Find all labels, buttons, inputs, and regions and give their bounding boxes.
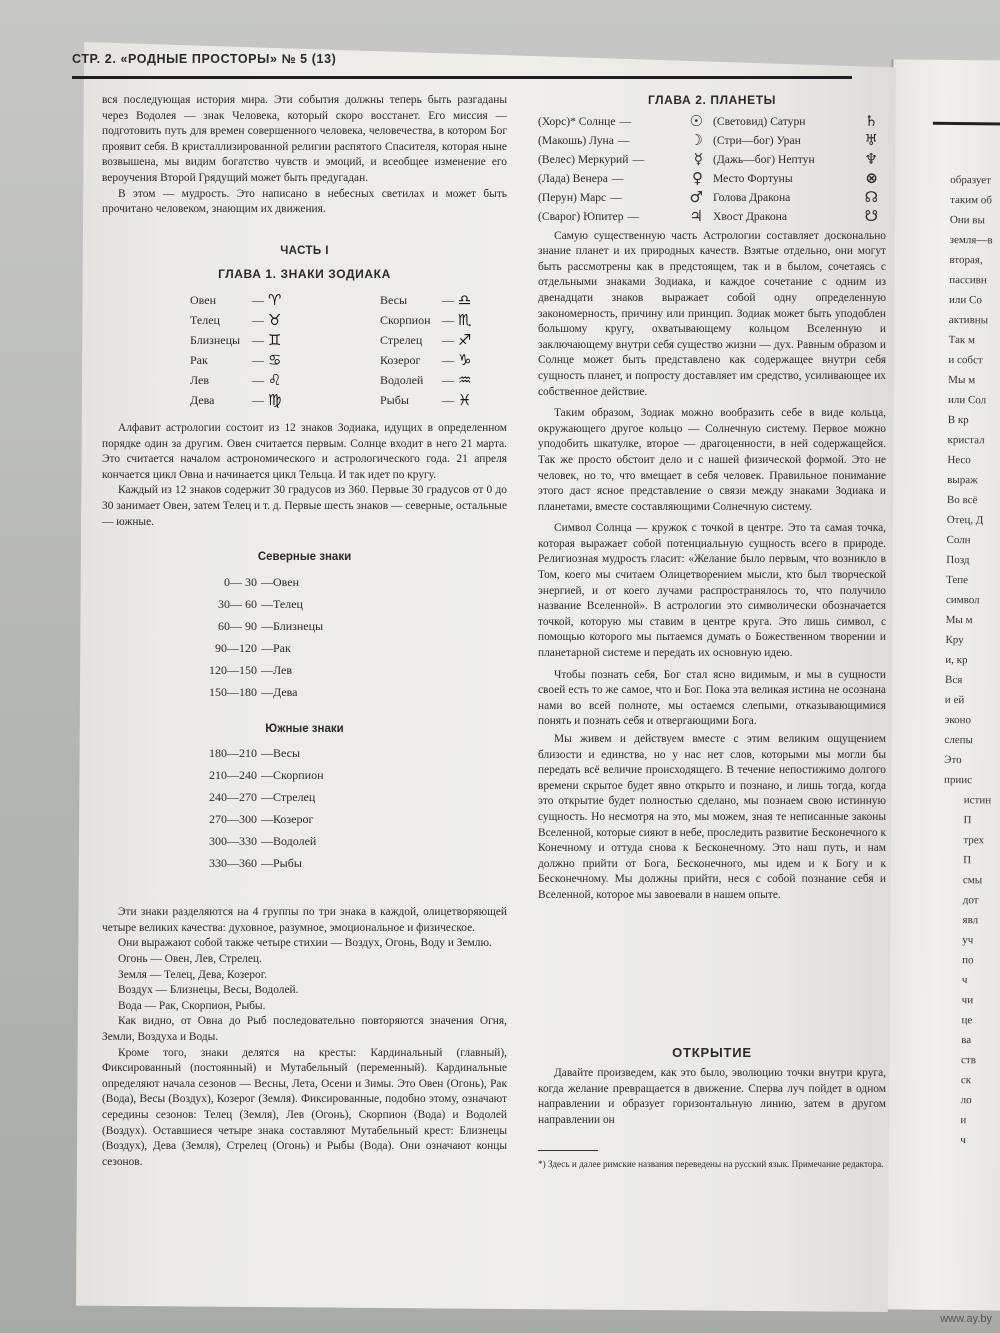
- planets-list: [538, 113, 886, 227]
- zodiac-sign-name: Козерог: [380, 353, 421, 368]
- planet-name: (Макошь) Луна: [538, 134, 614, 148]
- adjacent-page-fragment: Мы м: [945, 613, 973, 627]
- planet-symbol-icon: ♂: [689, 188, 703, 207]
- groups-text: [102, 905, 507, 1170]
- body-paragraph: Самую существенную часть Астрологии составляет досконально знание планет и их природных качеств. Взятые отдельно, они могут быть рассмотрены как в предстоящем, так и в былом, сочетаясь с отдельными знаками Зодиака, и каждое сочетание с одним из двенадцати знаков выражает собой одну определенную закономерность, причину или принцип. Зодиак может быть уподоблен большому кругу, охватывающему кольцом Вселенную и заключающему внутри себя существо жизни — дух. Равным образом и Солнце может быть представлено как содержащее внутри себя сущность планет, и попросту доставляет им средство, усиливающее их собственное действие.: [538, 229, 886, 398]
- adjacent-page-fragment: и: [960, 1114, 967, 1127]
- zodiac-sign-row: [190, 371, 380, 391]
- zodiac-sign-row: [380, 371, 530, 391]
- zodiac-symbol-icon: ♊: [268, 331, 282, 350]
- degree-row: [102, 616, 507, 638]
- zodiac-sign-name: Рак: [190, 353, 208, 368]
- degree-range: 300—330: [209, 834, 257, 849]
- planet-row: [538, 151, 713, 170]
- degree-sign-name: Овен: [273, 574, 300, 589]
- adjacent-page-fragment: Позд: [946, 553, 970, 567]
- adjacent-page-fragment: Так м: [948, 333, 976, 347]
- dash: —: [261, 790, 273, 805]
- intro-paragraph: вся последующая история мира. Эти события должны теперь быть разгаданы через Водолея — знак Человека, который скоро восстанет. Его миссия — подготовить путь для времен совершенного человека, человечества, в котором Бог проявит себя. В кристаллизированной религии распятого Спасителя, которая ныне возвышена, мы видим богатство чувств и эмоций, и всеобщее изменение его вероучения Второй Грядущий может быть предугадан.: [102, 94, 507, 184]
- adjacent-page-fragment: ч: [961, 974, 968, 987]
- dash: —: [261, 596, 273, 611]
- adjacent-page-fragment: це: [961, 1014, 973, 1027]
- zodiac-symbol-icon: ♈: [268, 291, 282, 310]
- planet-symbol-icon: ♃: [689, 207, 703, 226]
- groups-paragraph: Воздух — Близнецы, Весы, Водолей.: [118, 984, 299, 997]
- zodiac-sign-row: [380, 311, 530, 331]
- adjacent-page-fragment: таким об: [950, 193, 993, 207]
- zodiac-sign-name: Рыбы: [380, 393, 409, 408]
- zodiac-sign-row: [380, 351, 530, 371]
- adjacent-page-fragment: смы: [962, 874, 983, 887]
- zodiac-symbol-icon: ♍: [268, 391, 282, 410]
- planet-row: [538, 189, 713, 208]
- degree-row: [102, 682, 507, 704]
- alphabet-paragraph: Алфавит астрологии состоит из 12 знаков Зодиака, идущих в определенном порядке один за другим. Овен считается первым. Солнце входит в него 21 марта. Это считается началом астрономического и астрологического года. 21 апреля кончается цикл Овна и начинается цикл Тельца. И так идет по кругу.: [102, 421, 507, 481]
- planet-symbol-icon: ♆: [864, 150, 878, 169]
- planet-row: [713, 113, 888, 132]
- zodiac-symbol-icon: ♑: [458, 351, 472, 370]
- planet-symbol-icon: ☊: [864, 188, 878, 207]
- dash: —: [252, 353, 264, 368]
- zodiac-symbol-icon: ♓: [458, 391, 472, 410]
- zodiac-sign-name: Лев: [190, 373, 210, 388]
- adjacent-page-fragment: активны: [948, 313, 989, 327]
- adjacent-page-fragment: Кру: [945, 633, 964, 647]
- adjacent-page-fragment: Тепе: [946, 573, 969, 587]
- opening-paragraph: Давайте произведем, как это было, эволюцию точки внутри круга, когда желание превращается в движение. Сперва луч пойдет в одном направлении и образует горизонтальную линию, затем в другом направлении он: [538, 1067, 886, 1126]
- degree-sign-name: Лев: [273, 662, 293, 677]
- planet-row: [538, 113, 713, 132]
- degree-sign-name: Рак: [273, 640, 291, 655]
- adjacent-page-fragment: образует: [950, 173, 991, 187]
- dash: —: [261, 618, 273, 633]
- zodiac-sign-row: [190, 291, 380, 311]
- body-paragraph: Таким образом, Зодиак можно вообразить себе в виде кольца, окружающего другое кольцо — Солнечную систему. Первое можно уподобить шкатулке, второе — драгоценности, в ней содержащейся. Так же просто обстоит дело и с нашей физической формой. Это не человек, но то, что вмещает в себя человек. Правильное понимание этого даст ясное представление о связи между знаками Зодиака и планетами, вместе составляющими Солнечную систему.: [538, 407, 886, 513]
- zodiac-sign-name: Стрелец: [380, 333, 423, 348]
- planet-name: (Световид) Сатурн: [713, 115, 806, 129]
- degree-range: 240—270: [209, 790, 257, 805]
- body-paragraph: Символ Солнца — кружок с точкой в центре. Это та самая точка, которая выражает собой потенциальную сущность всего в природе. Религиозная мудрость гласит: «Желание было первым, что возникло в Том, коего мы считаем Олицетворением мысли, кто был творческой энергией, и от коего лучами распространялось то, что получило название Вселенной». В астрологии это символически обозначается точкой, которую мы ставим в центре круга. Это лишь символ, с помощью которого мы пытаемся думать о Божественном творении и планетарной системе и передать их основную идею.: [538, 522, 886, 660]
- dash: —: [261, 834, 273, 849]
- page-header: [72, 52, 852, 66]
- adjacent-page-fragment: истин: [963, 794, 992, 807]
- body-paragraph: Чтобы познать себя, Бог стал ясно видимым, и мы в сущности своей есть то же самое, что и Бог. Пока эта великая истина не осознана нами во всей полноте, мы остаемся слепыми, отказывающимися понять и познать себя и отвергающими Бога.: [538, 668, 886, 728]
- degree-row: [102, 743, 507, 765]
- groups-paragraph: Земля — Телец, Дева, Козерог.: [118, 968, 267, 981]
- watermark: www.ay.by: [940, 1313, 992, 1325]
- groups-paragraph: Кроме того, знаки делятся на кресты: Кардинальный (главный), Фиксированный (постоянный) и Мутабельный (переменный). Кардинальные определяют начала сезонов — Весны, Лета, Осени и Зимы. Это Овен (Огонь), Рак (Вода), Весы (Воздух), Козерог (Земля). Фиксированные, подобно этому, означают середины сезонов: Телец (Земля), Лев (Огонь), Скорпион (Вода) и Водолей (Воздух). Оставшиеся четыре знака составляют Мутабельный крест: Близнецы (Воздух), Дева (Земля), Стрелец (Огонь) и Рыбы (Вода). Они означают концы сезонов.: [102, 1046, 507, 1168]
- zodiac-signs-list: [190, 291, 507, 411]
- adjacent-page-fragment: земля—в: [949, 233, 993, 247]
- footnote-rule: [538, 1150, 598, 1151]
- planet-name: (Хорс)* Солнце: [538, 115, 616, 129]
- zodiac-symbol-icon: ♐: [458, 331, 472, 350]
- degree-range: 210—240: [209, 768, 257, 783]
- degree-range: 120—150: [209, 662, 257, 677]
- planet-row: [713, 170, 888, 189]
- zodiac-sign-name: Дева: [190, 393, 215, 408]
- north-signs-title: Северные знаки: [257, 551, 352, 564]
- planet-symbol-icon: ☋: [864, 207, 878, 226]
- body-paragraph: Мы живем и действуем вместе с этим великим ощущением близости и единства, но у нас нет слов, которыми мы могли бы передать всё величие происходящего. В течение непостижимо долгого времени скрытое будет явно открыто и познано, и лишь тогда, когда это открытие будет полностью сделано, мы познаем свою истинную сущность. Но несмотря на это, мы можем, зная те неписанные законы Вселенной, которые сияют в небе, проследить развитие Бесконечного к Конечному и оттуда снова к Бесконечному. Это наш путь, и нам должно прийти от Бога, Бесконечного, мы идем и к Богу и к Бесконечному. Мы должны прийти, неся с собой познание себя и Вселенной, которое мы завоевали в нашем опыте.: [538, 733, 886, 901]
- adjacent-page-fragment: приис: [943, 773, 973, 787]
- adjacent-page-fragment: пассивн: [949, 273, 987, 287]
- adjacent-page-fragment: явл: [962, 914, 979, 927]
- planet-symbol-icon: ⊗: [865, 169, 878, 188]
- degree-range: 0— 30: [224, 574, 257, 589]
- degree-row: [102, 809, 507, 831]
- adjacent-page-fragment: ств: [961, 1054, 977, 1067]
- zodiac-sign-name: Телец: [190, 313, 220, 328]
- adjacent-page-fragment: П: [963, 854, 972, 867]
- dash: —: [442, 373, 454, 388]
- planet-name: (Перун) Марс: [538, 191, 607, 205]
- adjacent-page-fragment: трех: [963, 834, 985, 847]
- adjacent-page-fragment: и собст: [948, 353, 983, 367]
- planet-row: [538, 170, 713, 189]
- dash: —: [261, 746, 273, 761]
- right-column: [538, 93, 886, 904]
- adjacent-page-fragment: слепы: [944, 733, 974, 747]
- degree-sign-name: Рыбы: [273, 856, 302, 871]
- zodiac-sign-row: [190, 351, 380, 371]
- adjacent-page-fragment: В кр: [947, 413, 969, 427]
- planet-symbol-icon: ☿: [693, 150, 703, 169]
- dash: —: [252, 393, 264, 408]
- planet-name: (Сварог) Юпитер: [538, 210, 624, 224]
- degree-sign-name: Весы: [273, 746, 301, 761]
- dash: —: [627, 210, 640, 224]
- dash: —: [442, 393, 454, 408]
- adjacent-page-fragment: Во всё: [946, 493, 978, 507]
- adjacent-page-fragment: по: [962, 954, 974, 967]
- groups-paragraph: Огонь — Овен, Лев, Стрелец.: [118, 953, 262, 966]
- header-rule: [72, 76, 852, 79]
- planet-row: [713, 208, 888, 227]
- adjacent-page-fragment: выраж: [947, 473, 978, 487]
- dash: —: [632, 153, 645, 167]
- degree-sign-name: Телец: [273, 596, 303, 611]
- south-signs-title: Южные знаки: [265, 722, 344, 735]
- groups-paragraph: Вода — Рак, Скорпион, Рыбы.: [118, 999, 266, 1012]
- chapter-1-title: ГЛАВА 1. ЗНАКИ ЗОДИАКА: [218, 267, 391, 282]
- dash: —: [252, 313, 264, 328]
- dash: —: [611, 172, 624, 186]
- adjacent-page-fragment: эконо: [944, 713, 972, 727]
- adjacent-page-fragment: ло: [960, 1094, 972, 1107]
- planet-name: (Стри—бог) Уран: [713, 134, 801, 148]
- degree-sign-name: Козерог: [273, 812, 314, 827]
- dash: —: [252, 293, 264, 308]
- planet-row: [713, 151, 888, 170]
- part-title: ЧАСТЬ I: [280, 244, 329, 257]
- degree-range: 30— 60: [218, 596, 257, 611]
- planet-symbol-icon: ☉: [689, 112, 703, 131]
- adjacent-page-fragment: Отец, Д: [946, 513, 984, 527]
- groups-paragraph: Как видно, от Овна до Рыб последовательно повторяются значения Огня, Земли, Воздуха и Воды.: [102, 1015, 507, 1044]
- degree-sign-name: Стрелец: [273, 790, 316, 805]
- dash: —: [619, 115, 632, 129]
- adjacent-page-fragment: Они вы: [949, 213, 985, 227]
- degree-row: [102, 787, 507, 809]
- adjacent-page-fragment: и ей: [944, 693, 965, 707]
- south-signs-list: [102, 743, 507, 875]
- groups-paragraph: Эти знаки разделяются на 4 группы по три знака в каждой, олицетворяющей четыре великих качества: духовное, разумное, эмоциональное и физическое.: [102, 906, 507, 934]
- degree-range: 150—180: [209, 684, 257, 699]
- degree-row: [102, 831, 507, 853]
- adjacent-page-fragment: Это: [944, 753, 962, 767]
- degree-sign-name: Водолей: [273, 834, 317, 849]
- adjacent-page-fragment: ск: [960, 1074, 972, 1087]
- groups-paragraph: Они выражают собой также четыре стихии — Воздух, Огонь, Воду и Землю.: [118, 937, 492, 950]
- planet-row: [713, 132, 888, 151]
- planet-name: (Лада) Венера: [538, 172, 608, 186]
- zodiac-sign-row: [190, 331, 380, 351]
- dash: —: [261, 684, 273, 699]
- planet-row: [538, 132, 713, 151]
- dash: —: [261, 640, 273, 655]
- degree-range: 330—360: [209, 856, 257, 871]
- adjacent-page-fragment: и, кр: [945, 653, 968, 667]
- adjacent-page-fragment: Несо: [947, 453, 971, 467]
- zodiac-symbol-icon: ♉: [268, 311, 282, 330]
- dash: —: [442, 313, 454, 328]
- degree-sign-name: Скорпион: [273, 768, 324, 783]
- degree-range: 90—120: [215, 640, 257, 655]
- zodiac-symbol-icon: ♋: [268, 351, 282, 370]
- planet-symbol-icon: ♅: [864, 131, 878, 150]
- north-signs-list: [102, 572, 507, 704]
- adjacent-page-fragment: Мы м: [948, 373, 976, 387]
- zodiac-sign-row: [380, 391, 530, 411]
- zodiac-sign-name: Весы: [380, 293, 408, 308]
- zodiac-sign-row: [190, 311, 380, 331]
- planet-name: Место Фортуны: [713, 172, 793, 186]
- adjacent-page-text: [894, 59, 1000, 1147]
- adjacent-page-rule: [933, 122, 1000, 126]
- adjacent-page-fragment: дот: [962, 894, 979, 907]
- planets-text: [538, 229, 886, 904]
- chapter-2-title: ГЛАВА 2. ПЛАНЕТЫ: [647, 93, 777, 107]
- degree-row: [102, 853, 507, 875]
- planet-name: (Дажь—бог) Нептун: [713, 153, 815, 167]
- zodiac-symbol-icon: ♏: [458, 311, 472, 330]
- intro-paragraph: В этом — мудрость. Это написано в небесных светилах и может быть прочитано человеком, знающим их движения.: [102, 187, 507, 216]
- dash: —: [261, 574, 273, 589]
- adjacent-page-fragment: чи: [961, 994, 974, 1007]
- degree-row: [102, 765, 507, 787]
- planet-name: Голова Дракона: [713, 191, 791, 205]
- opening-section: [538, 1045, 886, 1128]
- degree-row: [102, 594, 507, 616]
- dash: —: [442, 333, 454, 348]
- degree-row: [102, 638, 507, 660]
- adjacent-page-fragment: ва: [961, 1034, 972, 1047]
- degree-sign-name: Близнецы: [273, 618, 324, 633]
- alphabet-paragraph: Каждый из 12 знаков содержит 30 градусов из 360. Первые 30 градусов от 0 до 30 занимает Овен, затем Телец и т. д. Первые шесть знаков — северные, остальные — южные.: [102, 484, 507, 528]
- planet-row: [713, 189, 888, 208]
- zodiac-symbol-icon: ♎: [458, 291, 472, 310]
- planet-name: (Велес) Меркурий: [538, 153, 629, 167]
- zodiac-symbol-icon: ♌: [268, 371, 282, 390]
- degree-range: 270—300: [209, 812, 257, 827]
- left-column: [102, 93, 507, 1170]
- dash: —: [442, 353, 454, 368]
- adjacent-page-fragment: ч: [960, 1134, 966, 1147]
- dash: —: [442, 293, 454, 308]
- dash: —: [252, 373, 264, 388]
- adjacent-page-fragment: Вся: [944, 673, 963, 687]
- zodiac-sign-name: Близнецы: [190, 333, 241, 348]
- zodiac-sign-row: [380, 291, 530, 311]
- adjacent-page-fragment: уч: [962, 934, 974, 947]
- zodiac-sign-name: Водолей: [380, 373, 424, 388]
- zodiac-sign-row: [190, 391, 380, 411]
- zodiac-sign-name: Овен: [190, 293, 217, 308]
- dash: —: [261, 856, 273, 871]
- footnote: *) Здесь и далее римские названия переведены на русский язык. Примечание редактора.: [538, 1159, 884, 1169]
- degree-range: 60— 90: [218, 618, 257, 633]
- adjacent-page-fragment: или Со: [948, 293, 982, 307]
- degree-sign-name: Дева: [273, 684, 298, 699]
- planet-symbol-icon: ♄: [864, 112, 878, 131]
- adjacent-page-fragment: Солн: [946, 533, 971, 547]
- dash: —: [261, 662, 273, 677]
- zodiac-sign-row: [380, 331, 530, 351]
- adjacent-page-fragment: или Сол: [947, 393, 987, 407]
- zodiac-symbol-icon: ♒: [458, 371, 472, 390]
- adjacent-page-fragment: П: [963, 814, 972, 827]
- adjacent-page-fragment: символ: [945, 593, 980, 607]
- degree-row: [102, 572, 507, 594]
- planet-name: Хвост Дракона: [713, 210, 788, 224]
- dash: —: [261, 812, 273, 827]
- opening-title: ОТКРЫТИЕ: [672, 1045, 752, 1060]
- dash: —: [617, 134, 630, 148]
- planet-symbol-icon: ♀: [692, 169, 703, 188]
- zodiac-sign-name: Скорпион: [380, 313, 431, 328]
- dash: —: [261, 768, 273, 783]
- planet-symbol-icon: ☽: [689, 131, 703, 150]
- dash: —: [610, 191, 622, 205]
- adjacent-page-fragment: кристал: [947, 433, 985, 447]
- degree-range: 180—210: [209, 746, 257, 761]
- degree-row: [102, 660, 507, 682]
- adjacent-page-fragment: вторая,: [949, 253, 983, 267]
- adjacent-page: [878, 59, 1000, 1310]
- dash: —: [252, 333, 264, 348]
- header-title: СТР. 2. «РОДНЫЕ ПРОСТОРЫ» № 5 (13): [72, 52, 337, 66]
- planet-row: [538, 208, 713, 227]
